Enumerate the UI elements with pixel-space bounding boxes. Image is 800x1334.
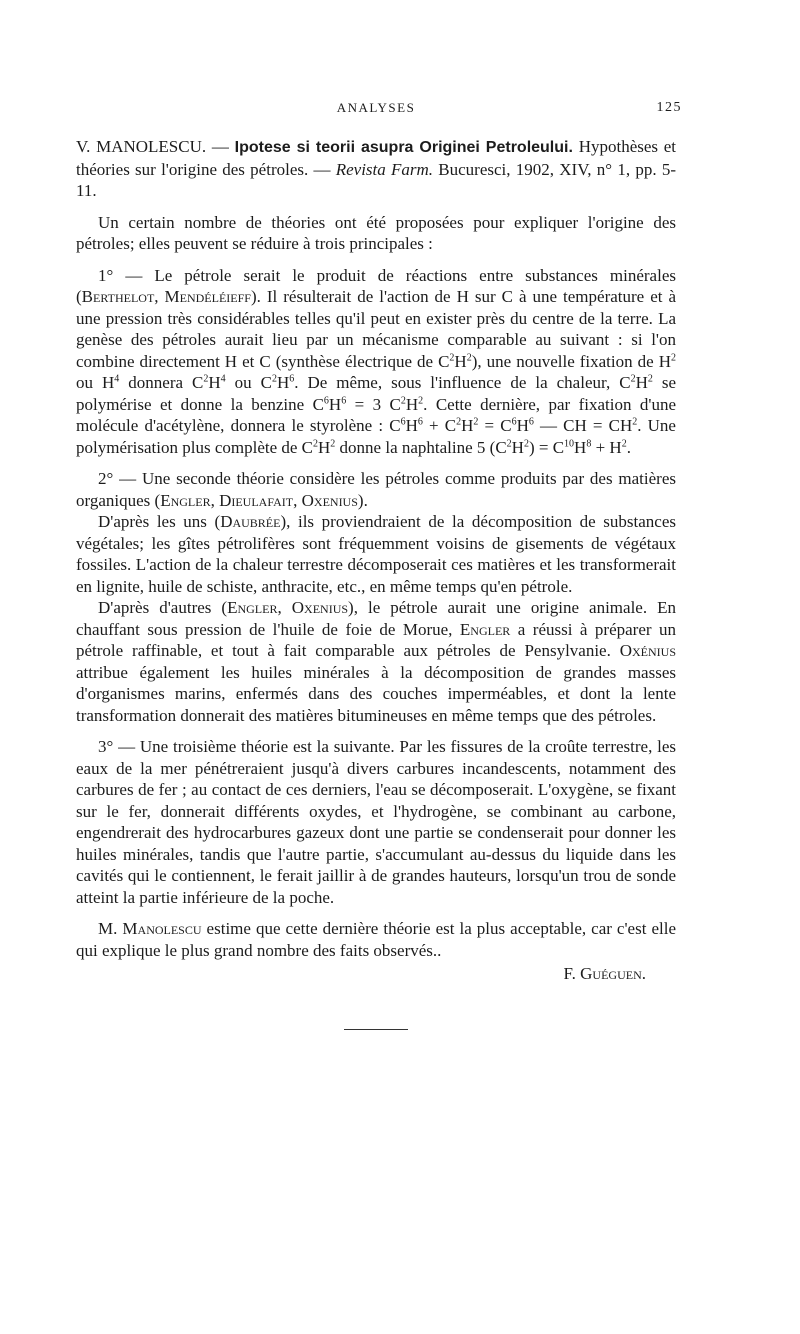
theory-1-paragraph: 1° — Le pétrole serait le produit de réactions entre substances minérales (Berthelot, Mendéléieff). Il résulterait de l'action de H sur C à une température et à une pression très considérables telles qu'il peut en exister près du centre de la terre. La genèse des pétroles aurait lieu par un mécanisme comparable au suivant : si l'on combine directement H et C (synthèse électrique de $C^2H^2$), une nouvelle fixation de $H^2$ ou $H^4$ donnera $C^2H^4$ ou $C^2H^6$. De même, sous l'influence de la chaleur, $C^2H^2$ se polymérise et donne la benzine $C^6H^6 = 3$ $C^2H^2$. Cette dernière, par fixation d'une molécule d'acétylène, donnera le styrolène : $C^6H^6 + C^2H^2 = C^6H^6$ — CH = $CH^2$. Une polymérisation plus complète de $C^2H^2$ donne la naphtaline 5 $(C^2H^2) = C^{10}H^8 + H^2$. [76, 265, 676, 457]
bibliographic-entry [76, 136, 676, 202]
running-head-title: ANALYSES [336, 100, 416, 115]
intro-paragraph: Un certain nombre de théories ont été proposées pour expliquer l'origine des pétroles; elles peuvent se réduire à trois principales : [76, 212, 676, 253]
entry-author: V. MANOLESCU. — [76, 137, 229, 156]
entry-title: Ipotese si teorii asupra Originei Petroleului. [234, 139, 573, 156]
conclusion-paragraph: M. Manolescu estime que cette dernière théorie est la plus acceptable, car c'est elle qui explique le plus grand nombre des faits observés.. [76, 919, 676, 960]
entry-french-title: Hypothèses et théories sur l'origine des pétroles. — [76, 137, 677, 179]
page [76, 96, 682, 1030]
theory-3-paragraph: 3° — Une troisième théorie est la suivante. Par les fissures de la croûte terrestre, les eaux de la mer pénétreraient jusqu'à divers carbures incandescents, notamment des carbures de fer ; au contact de ces derniers, l'eau se décomposerait. L'oxygène, se fixant sur le fer, donnerait différents oxydes, et l'hydrogène, se combinant au carbone, engendrerait des hydrocarbures gazeux dont une partie se condenserait pour donner les huiles minérales, tandis que l'autre partie, s'accumulant au-dessus du liquide dans les cavités qui le contiennent, le ferait jaillir à de grandes hauteurs, lorsqu'un trou de sonde atteint la partie inférieure de la poche. [76, 737, 676, 907]
running-head [76, 96, 682, 122]
entry-citation: Bucuresci, 1902, XIV, n° 1, pp. 5-11. [76, 159, 676, 200]
theory-2-vegetal-paragraph: D'après les uns (Daubrée), ils proviendraient de la décomposition de substances végétales; les gîtes pétrolifères sont fréquemment voisins de gisements de végétaux fossiles. L'action de la chaleur terrestre décomposerait ces matières et les transformerait en lignite, huile de schiste, anthracite, etc., en même temps qu'en pétrole. [76, 512, 676, 596]
section-divider [344, 1029, 408, 1030]
theory-2-authors: Engler, Dieulafait, Oxenius [160, 490, 358, 510]
entry-journal: Revista Farm. [335, 159, 434, 179]
signature: F. Guéguen. [563, 964, 646, 983]
theory-2-paragraph: 2° — Une seconde théorie considère les pétroles comme produits par des matières organiques (Engler, Dieulafait, Oxenius). [76, 469, 676, 510]
theory-1-authors: Berthelot, Mendéléieff [81, 287, 251, 306]
theory-2-animal-paragraph: D'après d'autres (Engler, Oxenius), le pétrole aurait une origine animale. En chauffant sous pression de l'huile de foie de Morue, Engler a réussi à préparer un pétrole raffinable, et tout à fait comparable aux pétroles de Pensylvanie. Oxénius attribue également les huiles minérales à la décomposition de grandes masses d'organismes marins, enfermés dans des couches imperméables, et dont la lente transformation donnerait des matières bitumineuses en même temps que des pétroles. [76, 598, 677, 725]
page-number: 125 [656, 100, 682, 115]
